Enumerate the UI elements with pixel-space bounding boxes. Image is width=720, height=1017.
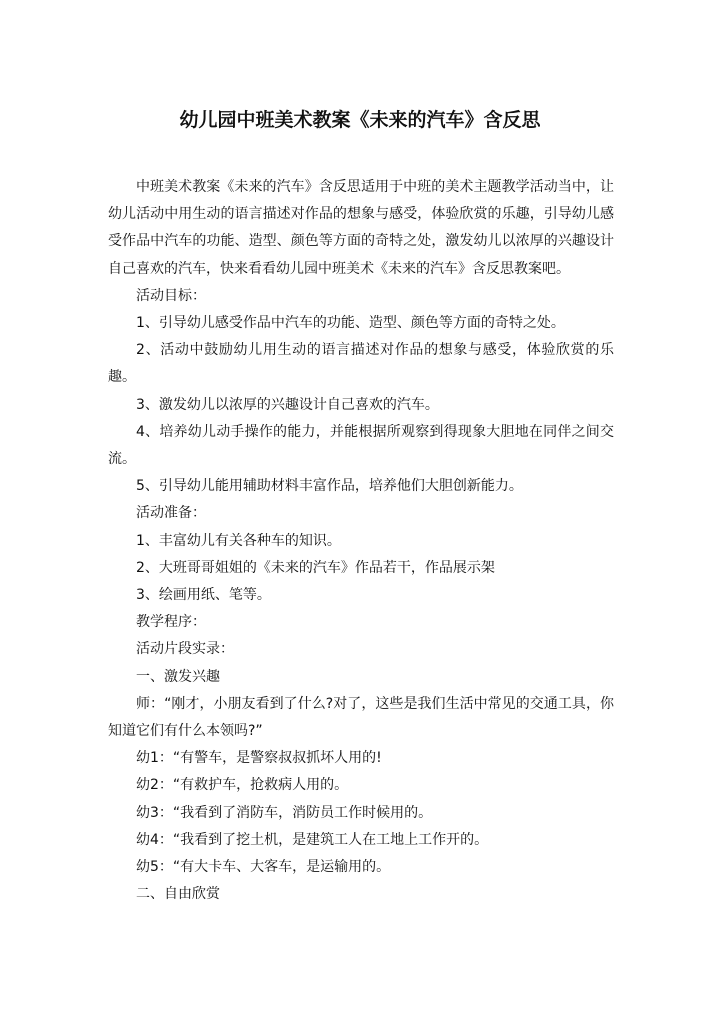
paragraph-prep-3: 3、绘画用纸、笔等。 [136,587,271,604]
paragraph-child-2: 幼2：“有救护车，抢救病人用的。 [136,777,349,794]
paragraph-teacher-question: 师：“刚才，小朋友看到了什么?对了，这些是我们生活中常见的交通工具，你知道它们有什么本领吗?” [108,695,614,740]
paragraph-record-heading: 活动片段实录： [136,641,234,658]
paragraph-goal-5: 5、引导幼儿能用辅助材料丰富作品，培养他们大胆创新能力。 [136,478,523,495]
paragraph-section-2: 二、自由欣赏 [136,886,220,903]
paragraph-child-4: 幼4：“我看到了挖土机，是建筑工人在工地上工作开的。 [136,831,489,848]
paragraph-goal-2: 2、活动中鼓励幼儿用生动的语言描述对作品的想象与感受，体验欣赏的乐趣。 [108,342,614,386]
paragraph-intro: 中班美术教案《未来的汽车》含反思适用于中班的美术主题教学活动当中，让幼儿活动中用生动的语言描述对作品的想象与感受，体验欣赏的乐趣，引导幼儿感受作品中汽车的功能、造型、颜色等方面的奇特之处，激发幼儿以浓厚的兴趣设计自己喜欢的汽车，快来看看幼儿园中班美术《未来的汽车》含反思教案吧。 [108,179,614,277]
paragraph-prep-1: 1、丰富幼儿有关各种车的知识。 [136,532,341,549]
paragraph-goal-1: 1、引导幼儿感受作品中汽车的功能、造型、颜色等方面的奇特之处。 [136,315,565,332]
paragraph-child-1: 幼1：“有警车，是警察叔叔抓坏人用的! [136,750,382,767]
paragraph-goal-4: 4、培养幼儿动手操作的能力，并能根据所观察到得现象大胆地在同伴之间交流。 [108,423,614,468]
paragraph-goals-heading: 活动目标： [136,287,206,304]
paragraph-child-5: 幼5：“有大卡车、大客车，是运输用的。 [136,859,391,876]
paragraph-prep-heading: 活动准备： [136,505,206,522]
paragraph-procedure-heading: 教学程序： [136,614,206,631]
document-title: 幼儿园中班美术教案《未来的汽车》含反思 [179,109,541,131]
paragraph-goal-3: 3、激发幼儿以浓厚的兴趣设计自己喜欢的汽车。 [136,396,439,413]
document-body [108,174,614,908]
paragraph-prep-2: 2、大班哥哥姐姐的《未来的汽车》作品若干，作品展示架 [136,559,495,576]
paragraph-child-3: 幼3：“我看到了消防车，消防员工作时候用的。 [136,804,433,821]
paragraph-section-1: 一、激发兴趣 [136,668,220,685]
